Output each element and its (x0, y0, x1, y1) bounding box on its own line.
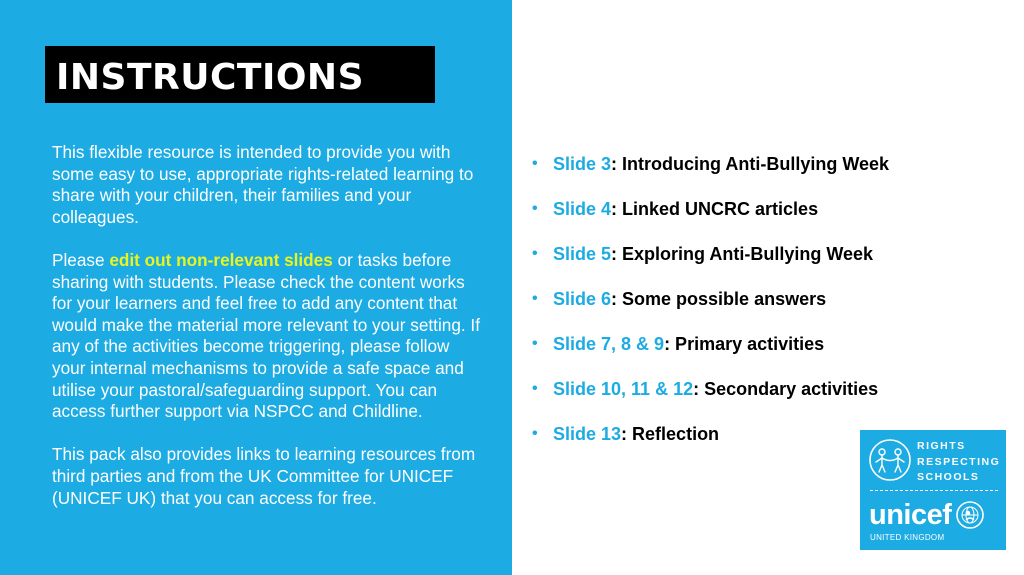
unicef-wordmark: unicef (869, 499, 952, 531)
title-box (45, 46, 435, 103)
bullet-icon: • (532, 290, 538, 307)
intro-paragraph: This flexible resource is intended to provide you with some easy to use, appropriate rights-related learning to share with your children, their families and your colleagues. (52, 142, 474, 227)
resources-paragraph: This pack also provides links to learning resources from third parties and from the UK Committee for UNICEF (UNICEF UK) that you can access for free. (52, 444, 476, 508)
logo-divider (870, 490, 998, 491)
logo-country: UNITED KINGDOM (870, 533, 945, 542)
slide-ref: Slide 7, 8 & 9 (553, 334, 665, 354)
slide-list-item (532, 332, 952, 377)
rights-respecting-schools-logo (860, 430, 1006, 550)
slide-desc: : Primary activities (664, 334, 825, 354)
slide-ref: Slide 3 (553, 154, 612, 174)
edit-paragraph-start: Please (52, 249, 110, 270)
slide-ref: Slide 5 (553, 244, 612, 264)
bullet-icon: • (532, 335, 538, 352)
slide-desc: : Linked UNCRC articles (611, 199, 819, 219)
slide-ref: Slide 4 (553, 199, 612, 219)
bullet-icon: • (532, 200, 538, 217)
slide-desc: : Exploring Anti-Bullying Week (611, 244, 874, 264)
logo-line: RIGHTS (917, 440, 966, 452)
highlighted-instruction: edit out non-relevant slides (109, 249, 333, 270)
bullet-icon: • (532, 245, 538, 262)
bullet-icon: • (532, 155, 538, 172)
bullet-icon: • (532, 425, 538, 442)
logo-line: SCHOOLS (917, 471, 980, 483)
slide-ref: Slide 13 (553, 424, 622, 444)
bullet-icon: • (532, 380, 538, 397)
slide-desc: : Introducing Anti-Bullying Week (611, 154, 890, 174)
slide-ref: Slide 6 (553, 289, 612, 309)
slide-desc: : Reflection (621, 424, 720, 444)
slide-desc: : Some possible answers (611, 289, 827, 309)
instructions-text (52, 142, 484, 531)
slide-list-item (532, 197, 952, 242)
edit-paragraph-rest: or tasks before sharing with students. Please check the content works for your learners and feel free to add any content that would make the material more relevant to your setting. If any of the activities become triggering, please follow your internal mechanisms to provide a safe space and utilise your pastoral/safeguarding support. You can access further support via NSPCC and Childline. (52, 249, 480, 422)
slide-list-item (532, 152, 952, 197)
unicef-globe-icon (955, 500, 985, 530)
slide-ref: Slide 10, 11 & 12 (553, 379, 694, 399)
slide-list-item (532, 242, 952, 287)
rrs-wordmark (917, 439, 1000, 486)
edit-paragraph (52, 250, 484, 423)
slide-list (532, 152, 952, 467)
page-title: INSTRUCTIONS (56, 57, 364, 98)
slide-list-item (532, 377, 952, 422)
slide-list-item (532, 287, 952, 332)
children-holding-hands-icon (868, 438, 912, 482)
logo-line: RESPECTING (917, 455, 1001, 468)
slide-desc: : Secondary activities (693, 379, 879, 399)
